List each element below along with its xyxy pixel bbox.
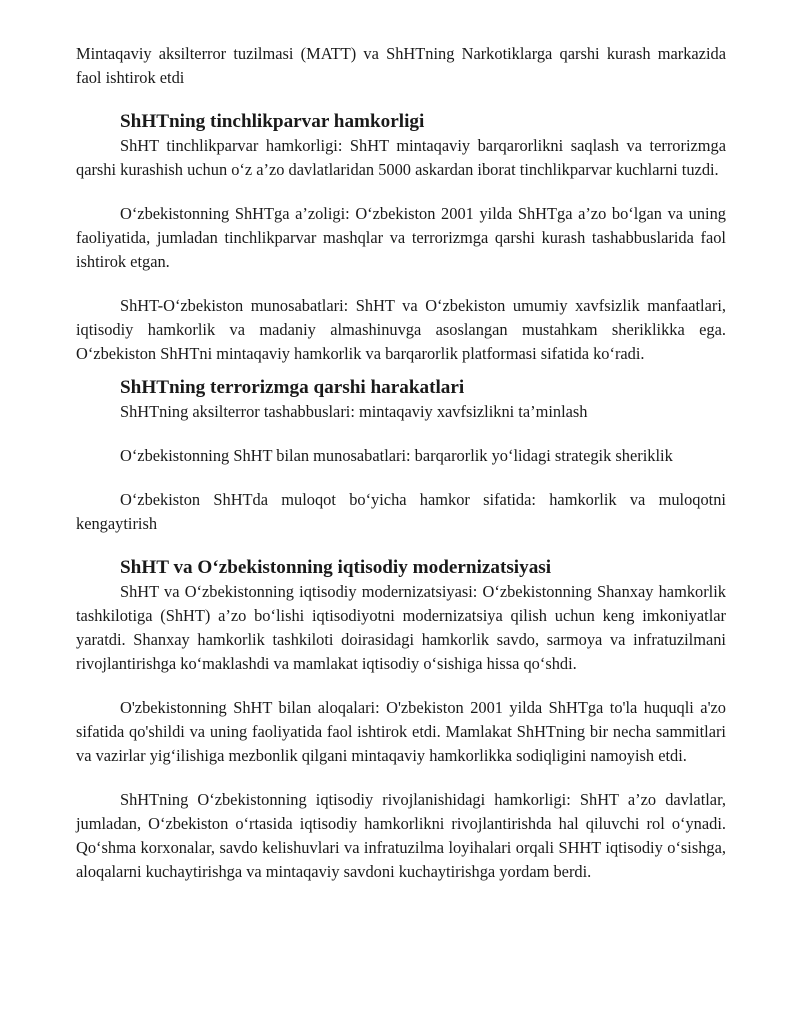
paragraph-counterterror-initiatives: ShHTning aksilterror tashabbuslari: mintaqaviy xavfsizlikni ta’minlash bbox=[120, 402, 588, 421]
section-heading-counterterrorism: ShHTning terrorizmga qarshi harakatlari bbox=[120, 377, 465, 398]
paragraph-economic-development-cooperation: ShHTning O‘zbekistonning iqtisodiy rivojlanishidagi hamkorligi: ShHT a’zo davlatlar, jumladan, O‘zbekiston o‘rtasida iqtisodiy hamkorlikni rivojlantirishda hal qiluvchi rol o‘ynadi. Qo‘shma korxonalar, savdo kelishuvlari va infratuzilma loyihalari orqali SHHT iqtisodiy o‘sishga, aloqalarni kuchaytirishga va mintaqaviy savdoni kuchaytirishga yordam berdi. bbox=[76, 790, 726, 881]
intro-paragraph: Mintaqaviy aksilterror tuzilmasi (MATT) va ShHTning Narkotiklarga qarshi kurash markazida faol ishtirok etdi bbox=[76, 44, 726, 87]
paragraph-peacekeeping-cooperation: ShHT tinchlikparvar hamkorligi: ShHT mintaqaviy barqarorlikni saqlash va terrorizmga qarshi kurashish uchun o‘z a’zo davlatlaridan 5000 askardan iborat tinchlikparvar kuchlarni tuzdi. bbox=[76, 136, 726, 179]
paragraph-dialogue-partner: O‘zbekiston ShHTda muloqot bo‘yicha hamkor sifatida: hamkorlik va muloqotni kengaytirish bbox=[76, 490, 726, 533]
section-heading-peacekeeping: ShHTning tinchlikparvar hamkorligi bbox=[120, 111, 425, 132]
paragraph-economic-modernization: ShHT va O‘zbekistonning iqtisodiy modernizatsiyasi: O‘zbekistonning Shanxay hamkorlik tashkilotiga (ShHT) a’zo bo‘lishi iqtisodiyotni modernizatsiya qilish uchun keng imkoniyatlar yaratdi. Shanxay hamkorlik tashkiloti doirasidagi hamkorlik savdo, sarmoya va infratuzilmani rivojlantirishga ko‘maklashdi va mamlakat iqtisodiy o‘sishiga hissa qo‘shdi. bbox=[76, 582, 726, 673]
paragraph-uzbekistan-sco-ties: O'zbekistonning ShHT bilan aloqalari: O'zbekiston 2001 yilda ShHTga to'la huquqli a'zo sifatida qo'shildi va uning faoliyatida faol ishtirok etdi. Mamlakat ShHTning bir necha sammitlari va vazirlar yig‘ilishiga mezbonlik qilgani mintaqaviy hamkorlikka sodiqligini namoyish etdi. bbox=[76, 698, 726, 765]
section-heading-economic-modernization: ShHT va O‘zbekistonning iqtisodiy modernizatsiyasi bbox=[120, 557, 552, 578]
paragraph-uzbekistan-membership: O‘zbekistonning ShHTga a’zoligi: O‘zbekiston 2001 yilda ShHTga a’zo bo‘lgan va uning faoliyatida, jumladan tinchlikparvar mashqlar va terrorizmga qarshi kurash tashabbuslarida faol ishtirok etgan. bbox=[76, 204, 726, 271]
paragraph-sco-uzbekistan-relations: ShHT-O‘zbekiston munosabatlari: ShHT va O‘zbekiston umumiy xavfsizlik manfaatlari, iqtisodiy hamkorlik va madaniy almashinuvga asoslangan mustahkam sheriklikka ega. O‘zbekiston ShHTni mintaqaviy hamkorlik va barqarorlik platformasi sifatida ko‘radi. bbox=[76, 296, 726, 363]
paragraph-strategic-partnership: O‘zbekistonning ShHT bilan munosabatlari: barqarorlik yo‘lidagi strategik sheriklik bbox=[120, 446, 673, 465]
document-page bbox=[76, 42, 726, 884]
